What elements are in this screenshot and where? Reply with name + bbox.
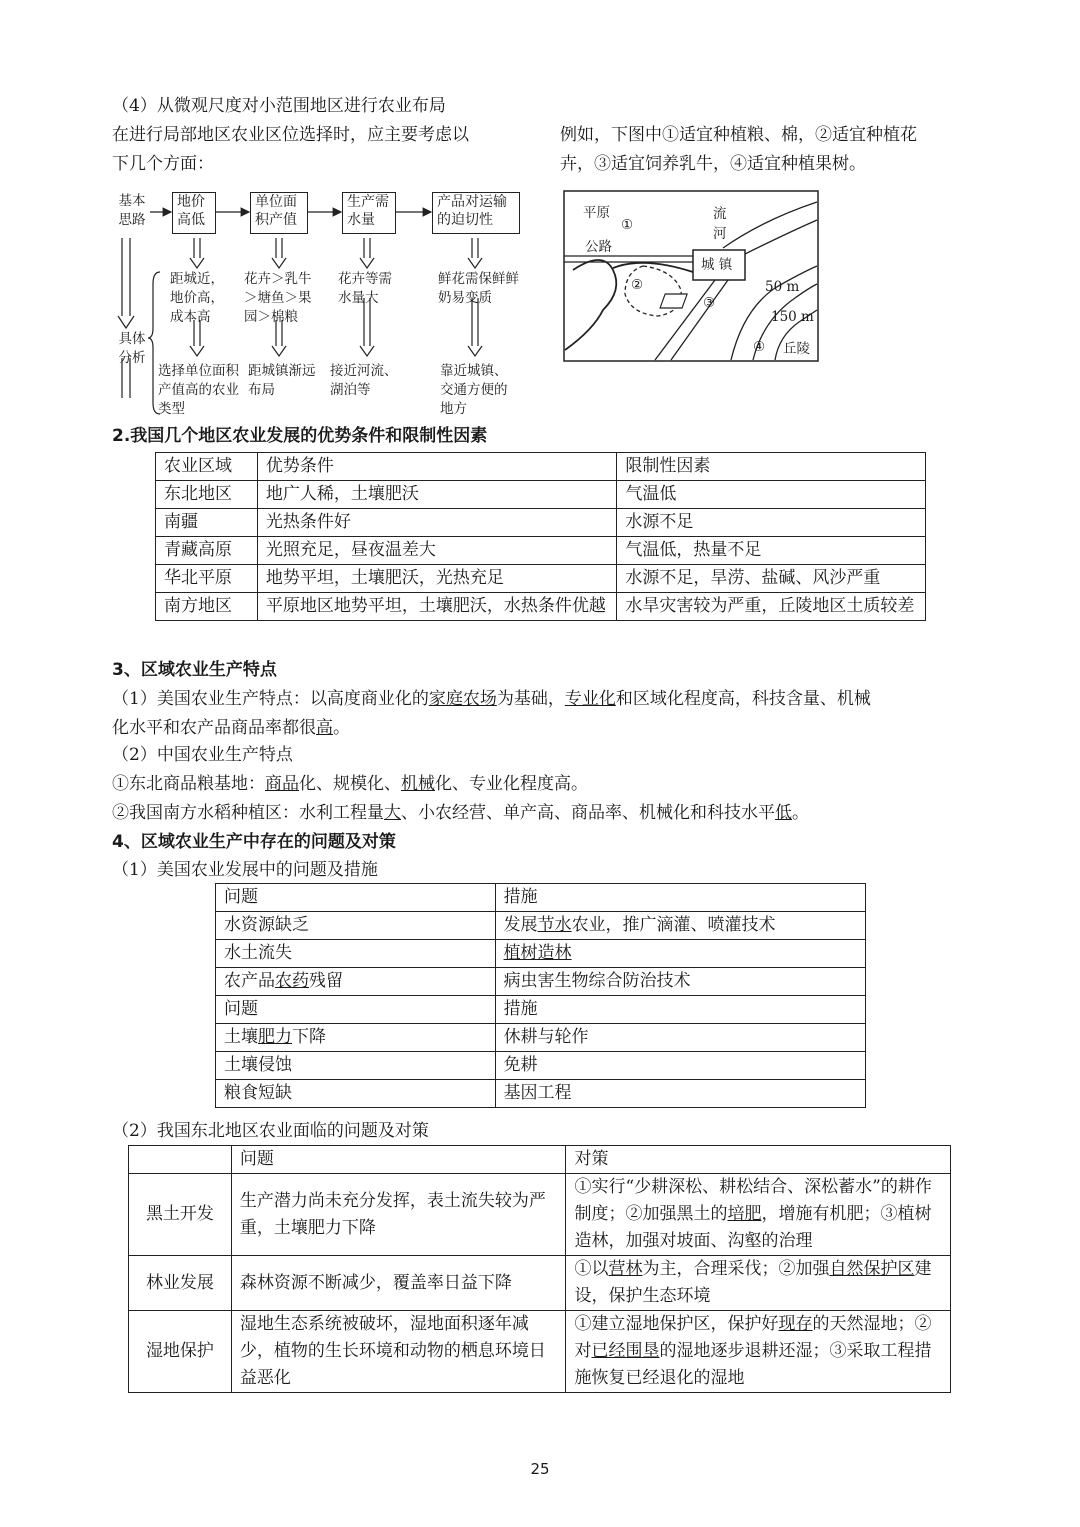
flow-box-land-price: 地价高低 [172, 192, 216, 234]
map-label-town: 城 镇 [701, 257, 733, 273]
map-mark-2: ② [631, 277, 644, 293]
micro-section-title: （4）从微观尺度对小范围地区进行农业布局 [112, 96, 446, 116]
table-cell: 黑土开发 [129, 1174, 232, 1256]
table-cell: 林业发展 [129, 1256, 232, 1311]
sec4-title: 4、区域农业生产中存在的问题及对策 [112, 832, 396, 852]
flow-box-transport: 产品对运输的迫切性 [432, 192, 520, 234]
table-row [156, 509, 926, 537]
page-number: 25 [530, 1460, 550, 1478]
table-cell: 湿地保护 [129, 1311, 232, 1393]
table-cell: 南方地区 [156, 593, 258, 621]
table-row [216, 996, 866, 1024]
table-cell: 植树造林 [495, 940, 865, 968]
table-row [216, 884, 866, 912]
map-contour-50: 50 m [765, 279, 800, 295]
header-cell: 农业区域 [156, 453, 258, 481]
table-row [216, 1080, 866, 1108]
table-cell: 青藏高原 [156, 537, 258, 565]
flow-box-unit-output: 单位面积产值 [250, 192, 308, 234]
map-label-plain: 平原 [583, 205, 610, 221]
us-problems-table [215, 883, 866, 1108]
south-rice-features: ②我国南方水稻种植区：水利工程量大、小农经营、单产高、商品率、机械化和科技水平低。 [112, 803, 809, 823]
table-cell: 土壤侵蚀 [216, 1052, 496, 1080]
table-cell: 水土流失 [216, 940, 496, 968]
land-use-map [563, 190, 819, 362]
header-cell: 限制性因素 [617, 453, 926, 481]
advantage-table [155, 452, 926, 621]
header-cell: 优势条件 [257, 453, 617, 481]
flowchart [108, 188, 538, 420]
table-cell: 休耕与轮作 [495, 1024, 865, 1052]
table-cell: 生产潜力尚未充分发挥，表土流失较为严重，土壤肥力下降 [231, 1174, 566, 1256]
table-cell: 光照充足，昼夜温差大 [257, 537, 617, 565]
table-cell: 森林资源不断减少，覆盖率日益下降 [231, 1256, 566, 1311]
northeast-problems-table [128, 1145, 951, 1393]
table-row [216, 940, 866, 968]
table-cell: 措施 [495, 996, 865, 1024]
table-cell: 南疆 [156, 509, 258, 537]
table-cell: 地势平坦，土壤肥沃，光热充足 [257, 565, 617, 593]
micro-example-line2: 卉，③适宜饲养乳牛，④适宜种植果树。 [560, 154, 866, 174]
sec3-title: 3、区域农业生产特点 [112, 660, 277, 680]
northeast-problems-title: （2）我国东北地区农业面临的问题及对策 [112, 1121, 429, 1141]
table-cell: 问题 [216, 996, 496, 1024]
table-cell: 农产品农药残留 [216, 968, 496, 996]
table-cell: ①建立湿地保护区，保护好现存的天然湿地；②对已经围垦的湿地逐步退耕还湿；③采取工程措施恢复已经退化的湿地 [566, 1311, 951, 1393]
table-cell: 地广人稀，土壤肥沃 [257, 481, 617, 509]
table-cell: 东北地区 [156, 481, 258, 509]
sec2-title: 2.我国几个地区农业发展的优势条件和限制性因素 [112, 426, 488, 446]
table-cell: 粮食短缺 [216, 1080, 496, 1108]
table-cell: 华北平原 [156, 565, 258, 593]
flow-bottom-1: 选择单位面积产值高的农业类型 [158, 363, 239, 417]
table-cell: 湿地生态系统被破坏，湿地面积逐年减少，植物的生长环境和动物的栖息环境日益恶化 [231, 1311, 566, 1393]
flow-mid-2: 花卉＞乳牛＞塘鱼＞果园＞棉粮 [244, 271, 312, 325]
table-cell: 发展节水农业，推广滴灌、喷灌技术 [495, 912, 865, 940]
table-cell: 水源不足，旱涝、盐碱、风沙严重 [617, 565, 926, 593]
micro-intro-line1: 在进行局部地区农业区位选择时，应主要考虑以 [112, 125, 469, 145]
table-cell: 气温低 [617, 481, 926, 509]
table-row [129, 1256, 951, 1311]
micro-intro-line2: 下几个方面： [112, 154, 214, 174]
table-cell: 土壤肥力下降 [216, 1024, 496, 1052]
map-label-road: 公路 [585, 239, 612, 255]
us-problems-title: （1）美国农业发展中的问题及措施 [112, 860, 378, 880]
flow-label-basic: 基本思路 [118, 193, 146, 228]
table-cell: 措施 [495, 884, 865, 912]
table-row [216, 912, 866, 940]
table-cell: 水源不足 [617, 509, 926, 537]
table-row [156, 565, 926, 593]
flow-bottom-2: 距城镇渐远布局 [248, 363, 316, 398]
cn-features-title: （2）中国农业生产特点 [112, 745, 293, 765]
table-row [156, 481, 926, 509]
table-cell: 水旱灾害较为严重，丘陵地区土质较差 [617, 593, 926, 621]
flow-bottom-4: 靠近城镇、交通方便的地方 [440, 363, 508, 417]
map-label-hill: 丘陵 [783, 341, 810, 357]
header-cell: 问题 [231, 1146, 566, 1174]
table-cell: 气温低，热量不足 [617, 537, 926, 565]
table-row [129, 1311, 951, 1393]
table-row [216, 968, 866, 996]
flow-mid-3: 花卉等需水量大 [338, 271, 392, 306]
table-cell: 免耕 [495, 1052, 865, 1080]
flow-mid-4: 鲜花需保鲜鲜奶易变质 [438, 271, 519, 306]
flow-box-water-need: 生产需水量 [342, 192, 396, 234]
map-mark-1: ① [621, 217, 634, 233]
flow-mid-1: 距城近，地价高，成本高 [170, 271, 224, 325]
table-cell: 问题 [216, 884, 496, 912]
table-header-row [156, 453, 926, 481]
header-cell: 对策 [566, 1146, 951, 1174]
table-cell: 病虫害生物综合防治技术 [495, 968, 865, 996]
map-mark-3: ③ [703, 295, 716, 311]
table-cell: ①实行“少耕深松、耕松结合、深松蓄水”的耕作制度；②加强黑土的培肥，增施有机肥；③植树造林，加强对坡面、沟壑的治理 [566, 1174, 951, 1256]
table-cell: 基因工程 [495, 1080, 865, 1108]
us-features-paragraph: （1）美国农业生产特点：以高度商业化的家庭农场为基础，专业化和区域化程度高，科技含量、机械 化水平和农产品商品率都很高。 [112, 689, 871, 738]
table-row [156, 593, 926, 621]
table-header-row [129, 1146, 951, 1174]
flow-label-detail: 具体分析 [118, 331, 146, 366]
northeast-features: ①东北商品粮基地：商品化、规模化、机械化、专业化程度高。 [112, 774, 588, 794]
table-cell: 水资源缺乏 [216, 912, 496, 940]
flow-bottom-3: 接近河流、湖泊等 [330, 363, 398, 398]
table-row [129, 1174, 951, 1256]
map-contour-150: 150 m [771, 309, 814, 325]
table-cell: 光热条件好 [257, 509, 617, 537]
table-row [216, 1024, 866, 1052]
map-label-river: 流河 [713, 206, 727, 242]
table-row [216, 1052, 866, 1080]
map-mark-4: ④ [753, 339, 766, 355]
micro-example-line1: 例如，下图中①适宜种植粮、棉，②适宜种植花 [560, 125, 917, 145]
table-cell: ①以营林为主，合理采伐；②加强自然保护区建设，保护生态环境 [566, 1256, 951, 1311]
table-cell: 平原地区地势平坦，土壤肥沃，水热条件优越 [257, 593, 617, 621]
header-cell [129, 1146, 232, 1174]
table-row [156, 537, 926, 565]
